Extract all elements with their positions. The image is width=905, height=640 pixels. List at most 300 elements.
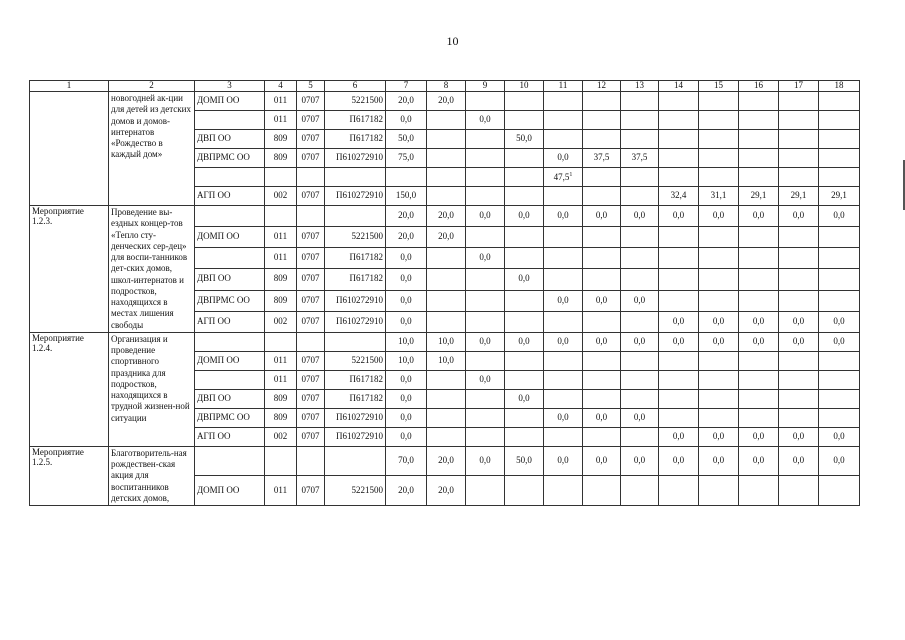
value-cell: 20,0 — [427, 446, 466, 476]
column-header: 7 — [386, 81, 427, 92]
value-cell: 0,0 — [386, 111, 427, 130]
value-cell — [583, 427, 621, 446]
value-cell: 0,0 — [699, 206, 739, 227]
column-header: 17 — [779, 81, 819, 92]
value-cell — [544, 427, 583, 446]
value-cell: 0,0 — [386, 370, 427, 389]
value-cell — [583, 168, 621, 187]
value-cell — [739, 370, 779, 389]
value-cell — [779, 351, 819, 370]
value-cell: 37,5 — [583, 149, 621, 168]
value-cell — [819, 389, 860, 408]
value-cell — [505, 187, 544, 206]
table-row — [30, 332, 860, 351]
column-header: 14 — [659, 81, 699, 92]
value-cell — [427, 427, 466, 446]
value-cell — [544, 389, 583, 408]
value-cell — [739, 111, 779, 130]
value-cell: 20,0 — [386, 206, 427, 227]
value-cell — [427, 370, 466, 389]
value-cell — [621, 370, 659, 389]
value-cell: 011 — [265, 227, 297, 248]
value-cell — [779, 290, 819, 311]
value-cell: 150,0 — [386, 187, 427, 206]
value-cell: 0,0 — [621, 206, 659, 227]
value-cell — [583, 311, 621, 332]
value-cell: 0,0 — [819, 311, 860, 332]
value-cell — [659, 130, 699, 149]
value-cell: 0,0 — [739, 427, 779, 446]
value-cell: 0,0 — [544, 446, 583, 476]
value-cell: 70,0 — [386, 446, 427, 476]
value-cell: П610272910 — [325, 408, 386, 427]
value-cell: 5221500 — [325, 92, 386, 111]
value-cell: 809 — [265, 149, 297, 168]
value-cell: 0,0 — [386, 389, 427, 408]
value-cell: 0707 — [297, 311, 325, 332]
value-cell: 20,0 — [427, 227, 466, 248]
value-cell: 0,0 — [544, 149, 583, 168]
value-cell: 0707 — [297, 92, 325, 111]
value-cell: 0,0 — [621, 332, 659, 351]
value-cell — [265, 206, 297, 227]
value-cell — [427, 130, 466, 149]
value-cell — [265, 332, 297, 351]
value-cell: 0707 — [297, 351, 325, 370]
value-cell: 0,0 — [779, 427, 819, 446]
event-cell: Мероприятие 1.2.5. — [30, 446, 109, 505]
value-cell: 0,0 — [386, 427, 427, 446]
executor-cell: ДВПРМС ОО — [195, 408, 265, 427]
value-cell: 0,0 — [819, 446, 860, 476]
value-cell — [466, 408, 505, 427]
executor-cell: ДОМП ОО — [195, 227, 265, 248]
value-cell: П610272910 — [325, 290, 386, 311]
value-cell: 0,0 — [583, 408, 621, 427]
value-cell — [819, 476, 860, 506]
value-cell — [427, 111, 466, 130]
value-cell — [583, 92, 621, 111]
value-cell: 011 — [265, 111, 297, 130]
value-cell — [659, 111, 699, 130]
value-cell: 20,0 — [427, 476, 466, 506]
value-cell — [819, 168, 860, 187]
value-cell — [544, 111, 583, 130]
value-cell — [583, 351, 621, 370]
executor-cell: ДОМП ОО — [195, 351, 265, 370]
value-cell — [427, 149, 466, 168]
value-cell — [739, 408, 779, 427]
value-cell: 0,0 — [621, 408, 659, 427]
value-cell: 0,0 — [466, 111, 505, 130]
value-cell — [659, 389, 699, 408]
value-cell: 0,0 — [386, 408, 427, 427]
value-cell: 0,0 — [466, 248, 505, 269]
value-cell: 0,0 — [386, 290, 427, 311]
executor-cell: ДВПРМС ОО — [195, 290, 265, 311]
value-cell — [819, 227, 860, 248]
description-cell: Проведение вы-ездных концер-тов «Тепло сту-денческих сер-дец» для воспи-танников дет-ских домов, школ-интернатов и подростков, находящихся в местах лишения свободы — [109, 206, 195, 333]
value-cell — [265, 168, 297, 187]
value-cell — [466, 130, 505, 149]
value-cell: 0707 — [297, 187, 325, 206]
value-cell: 0707 — [297, 427, 325, 446]
value-cell — [544, 269, 583, 290]
value-cell — [466, 187, 505, 206]
value-cell — [699, 370, 739, 389]
column-header: 3 — [195, 81, 265, 92]
value-cell — [583, 389, 621, 408]
value-cell: 0707 — [297, 227, 325, 248]
value-cell — [427, 248, 466, 269]
value-cell: 0,0 — [544, 332, 583, 351]
value-cell: 0707 — [297, 476, 325, 506]
value-cell: 29,1 — [779, 187, 819, 206]
value-cell — [779, 130, 819, 149]
value-cell: 20,0 — [386, 227, 427, 248]
value-cell — [427, 389, 466, 408]
value-cell — [779, 168, 819, 187]
value-cell — [739, 168, 779, 187]
value-cell: 0,0 — [819, 332, 860, 351]
value-cell — [297, 332, 325, 351]
executor-cell: АГП ОО — [195, 427, 265, 446]
value-cell — [466, 269, 505, 290]
value-cell — [659, 168, 699, 187]
value-cell — [583, 370, 621, 389]
value-cell — [544, 92, 583, 111]
value-cell — [659, 92, 699, 111]
value-cell — [505, 476, 544, 506]
value-cell: 20,0 — [386, 92, 427, 111]
executor-cell — [195, 248, 265, 269]
value-cell — [427, 408, 466, 427]
value-cell — [699, 290, 739, 311]
value-cell — [466, 476, 505, 506]
value-cell — [583, 269, 621, 290]
value-cell — [659, 408, 699, 427]
value-cell: 002 — [265, 311, 297, 332]
value-cell — [325, 332, 386, 351]
value-cell — [659, 149, 699, 168]
value-cell: П610272910 — [325, 149, 386, 168]
executor-cell — [195, 332, 265, 351]
value-cell — [659, 248, 699, 269]
value-cell — [544, 476, 583, 506]
value-cell — [699, 248, 739, 269]
executor-cell: ДОМП ОО — [195, 92, 265, 111]
value-cell — [779, 111, 819, 130]
value-cell: 0,0 — [779, 446, 819, 476]
value-cell — [505, 351, 544, 370]
value-cell: 20,0 — [386, 476, 427, 506]
value-cell — [739, 248, 779, 269]
value-cell — [583, 111, 621, 130]
value-cell — [466, 168, 505, 187]
value-cell: 0707 — [297, 370, 325, 389]
value-cell: 0,0 — [466, 206, 505, 227]
value-cell: 50,0 — [505, 446, 544, 476]
value-cell — [427, 168, 466, 187]
value-cell — [659, 227, 699, 248]
value-cell: 75,0 — [386, 149, 427, 168]
value-cell — [659, 290, 699, 311]
value-cell — [621, 130, 659, 149]
value-cell: 32,4 — [659, 187, 699, 206]
executor-cell — [195, 168, 265, 187]
value-cell — [699, 351, 739, 370]
event-cell: Мероприятие 1.2.3. — [30, 206, 109, 333]
executor-cell: ДОМП ОО — [195, 476, 265, 506]
value-cell: 0,0 — [659, 427, 699, 446]
value-cell — [659, 476, 699, 506]
header-row — [30, 81, 860, 92]
value-cell — [699, 130, 739, 149]
value-cell — [779, 408, 819, 427]
value-cell: 0,0 — [699, 427, 739, 446]
value-cell — [427, 290, 466, 311]
executor-cell — [195, 206, 265, 227]
value-cell — [739, 269, 779, 290]
value-cell — [505, 149, 544, 168]
table-row — [30, 446, 860, 476]
value-cell — [779, 389, 819, 408]
value-cell — [505, 311, 544, 332]
value-cell — [621, 311, 659, 332]
page-number: 10 — [446, 34, 459, 48]
column-header: 18 — [819, 81, 860, 92]
value-cell: 5221500 — [325, 227, 386, 248]
value-cell — [544, 311, 583, 332]
value-cell — [739, 290, 779, 311]
value-cell — [699, 408, 739, 427]
value-cell: 0,0 — [505, 206, 544, 227]
value-cell — [466, 311, 505, 332]
value-cell — [466, 149, 505, 168]
value-cell — [779, 92, 819, 111]
value-cell — [505, 227, 544, 248]
value-cell — [544, 248, 583, 269]
value-cell — [779, 476, 819, 506]
value-cell: 0,0 — [739, 446, 779, 476]
value-cell — [779, 149, 819, 168]
value-cell: 809 — [265, 408, 297, 427]
table-row — [30, 92, 860, 111]
value-cell — [699, 269, 739, 290]
value-cell: 0707 — [297, 269, 325, 290]
value-cell — [819, 130, 860, 149]
value-cell: 20,0 — [427, 92, 466, 111]
value-cell: 29,1 — [739, 187, 779, 206]
value-cell: 50,0 — [505, 130, 544, 149]
value-cell: 0,0 — [659, 332, 699, 351]
value-cell — [699, 92, 739, 111]
value-cell — [466, 351, 505, 370]
value-cell: П617182 — [325, 269, 386, 290]
value-cell: 002 — [265, 187, 297, 206]
value-cell: 31,1 — [699, 187, 739, 206]
value-cell: 011 — [265, 370, 297, 389]
value-cell — [819, 92, 860, 111]
value-cell — [621, 92, 659, 111]
value-cell — [427, 269, 466, 290]
value-cell: 0,0 — [386, 269, 427, 290]
value-cell — [583, 187, 621, 206]
column-header: 6 — [325, 81, 386, 92]
value-cell: 0707 — [297, 248, 325, 269]
value-cell — [297, 206, 325, 227]
value-cell — [621, 351, 659, 370]
value-cell — [819, 248, 860, 269]
value-cell: П617182 — [325, 248, 386, 269]
column-header: 12 — [583, 81, 621, 92]
value-cell: 5221500 — [325, 351, 386, 370]
value-cell: 809 — [265, 130, 297, 149]
value-cell — [466, 227, 505, 248]
value-cell: П610272910 — [325, 311, 386, 332]
value-cell: 0707 — [297, 408, 325, 427]
value-cell: 0,0 — [739, 206, 779, 227]
value-cell: 0,0 — [621, 290, 659, 311]
value-cell: 0,0 — [544, 206, 583, 227]
value-cell — [505, 111, 544, 130]
value-cell: П610272910 — [325, 427, 386, 446]
value-cell: 0,0 — [819, 427, 860, 446]
value-cell — [505, 248, 544, 269]
value-cell — [544, 351, 583, 370]
value-cell: 0,0 — [699, 446, 739, 476]
executor-cell: ДВП ОО — [195, 389, 265, 408]
value-cell: 50,0 — [386, 130, 427, 149]
value-cell: 20,0 — [427, 206, 466, 227]
value-cell — [739, 92, 779, 111]
value-cell — [583, 248, 621, 269]
description-cell: новогодней ак-ции для детей из детских домов и домов-интернатов «Рождество в каждый дом» — [109, 92, 195, 206]
value-cell — [466, 290, 505, 311]
value-cell — [621, 427, 659, 446]
value-cell — [621, 187, 659, 206]
value-cell — [739, 130, 779, 149]
value-cell — [325, 206, 386, 227]
value-cell: 0707 — [297, 290, 325, 311]
value-cell — [621, 248, 659, 269]
value-cell — [621, 389, 659, 408]
value-cell — [819, 370, 860, 389]
event-cell: Мероприятие 1.2.4. — [30, 332, 109, 446]
executor-cell — [195, 370, 265, 389]
executor-cell: АГП ОО — [195, 187, 265, 206]
value-cell — [739, 149, 779, 168]
value-cell: 29,1 — [819, 187, 860, 206]
value-cell — [325, 168, 386, 187]
value-cell: 0,0 — [583, 290, 621, 311]
table-row — [30, 206, 860, 227]
value-cell — [297, 168, 325, 187]
value-cell — [466, 427, 505, 446]
value-cell: 0,0 — [505, 269, 544, 290]
column-header: 11 — [544, 81, 583, 92]
value-cell: 10,0 — [386, 351, 427, 370]
value-cell — [466, 92, 505, 111]
value-cell: 0707 — [297, 389, 325, 408]
value-cell: 0,0 — [466, 370, 505, 389]
value-cell — [386, 168, 427, 187]
value-cell: 0,0 — [779, 206, 819, 227]
value-cell: П617182 — [325, 370, 386, 389]
executor-cell: ДВП ОО — [195, 130, 265, 149]
value-cell — [621, 111, 659, 130]
value-cell — [779, 269, 819, 290]
value-cell: 0,0 — [659, 206, 699, 227]
value-cell: 0,0 — [544, 290, 583, 311]
value-cell — [699, 168, 739, 187]
value-cell — [505, 408, 544, 427]
value-cell — [505, 370, 544, 389]
value-cell — [544, 187, 583, 206]
value-cell: 011 — [265, 92, 297, 111]
value-cell — [621, 168, 659, 187]
value-cell: 0,0 — [699, 311, 739, 332]
executor-cell: АГП ОО — [195, 311, 265, 332]
budget-table — [29, 80, 860, 506]
description-cell: Благотворитель-ная рождествен-ская акция для воспитанников детских домов, — [109, 446, 195, 505]
value-cell — [819, 149, 860, 168]
value-cell — [427, 311, 466, 332]
value-cell — [699, 227, 739, 248]
value-cell — [505, 92, 544, 111]
value-cell: 0,0 — [621, 446, 659, 476]
value-cell — [699, 389, 739, 408]
column-header: 4 — [265, 81, 297, 92]
value-cell — [779, 248, 819, 269]
executor-cell — [195, 446, 265, 476]
value-cell — [739, 389, 779, 408]
column-header: 8 — [427, 81, 466, 92]
value-cell: 0707 — [297, 130, 325, 149]
value-cell: 011 — [265, 248, 297, 269]
value-cell: 0,0 — [739, 311, 779, 332]
value-cell: П617182 — [325, 130, 386, 149]
value-cell — [583, 130, 621, 149]
value-cell: П610272910 — [325, 187, 386, 206]
executor-cell: ДВП ОО — [195, 269, 265, 290]
value-cell — [819, 408, 860, 427]
value-cell: 0,0 — [779, 311, 819, 332]
value-cell: 0,0 — [466, 446, 505, 476]
value-cell — [505, 290, 544, 311]
value-cell: 0,0 — [386, 311, 427, 332]
value-cell: 0,0 — [659, 446, 699, 476]
value-cell — [819, 351, 860, 370]
column-header: 2 — [109, 81, 195, 92]
value-cell — [659, 269, 699, 290]
column-header: 16 — [739, 81, 779, 92]
value-cell — [739, 227, 779, 248]
value-cell — [699, 149, 739, 168]
value-cell: 37,5 — [621, 149, 659, 168]
value-cell — [427, 187, 466, 206]
value-cell — [779, 370, 819, 389]
value-cell — [659, 370, 699, 389]
value-cell — [621, 269, 659, 290]
value-cell: 10,0 — [427, 351, 466, 370]
value-cell — [325, 446, 386, 476]
value-cell — [505, 168, 544, 187]
value-cell: 0707 — [297, 149, 325, 168]
value-cell — [699, 111, 739, 130]
executor-cell: ДВПРМС ОО — [195, 149, 265, 168]
value-cell — [739, 476, 779, 506]
